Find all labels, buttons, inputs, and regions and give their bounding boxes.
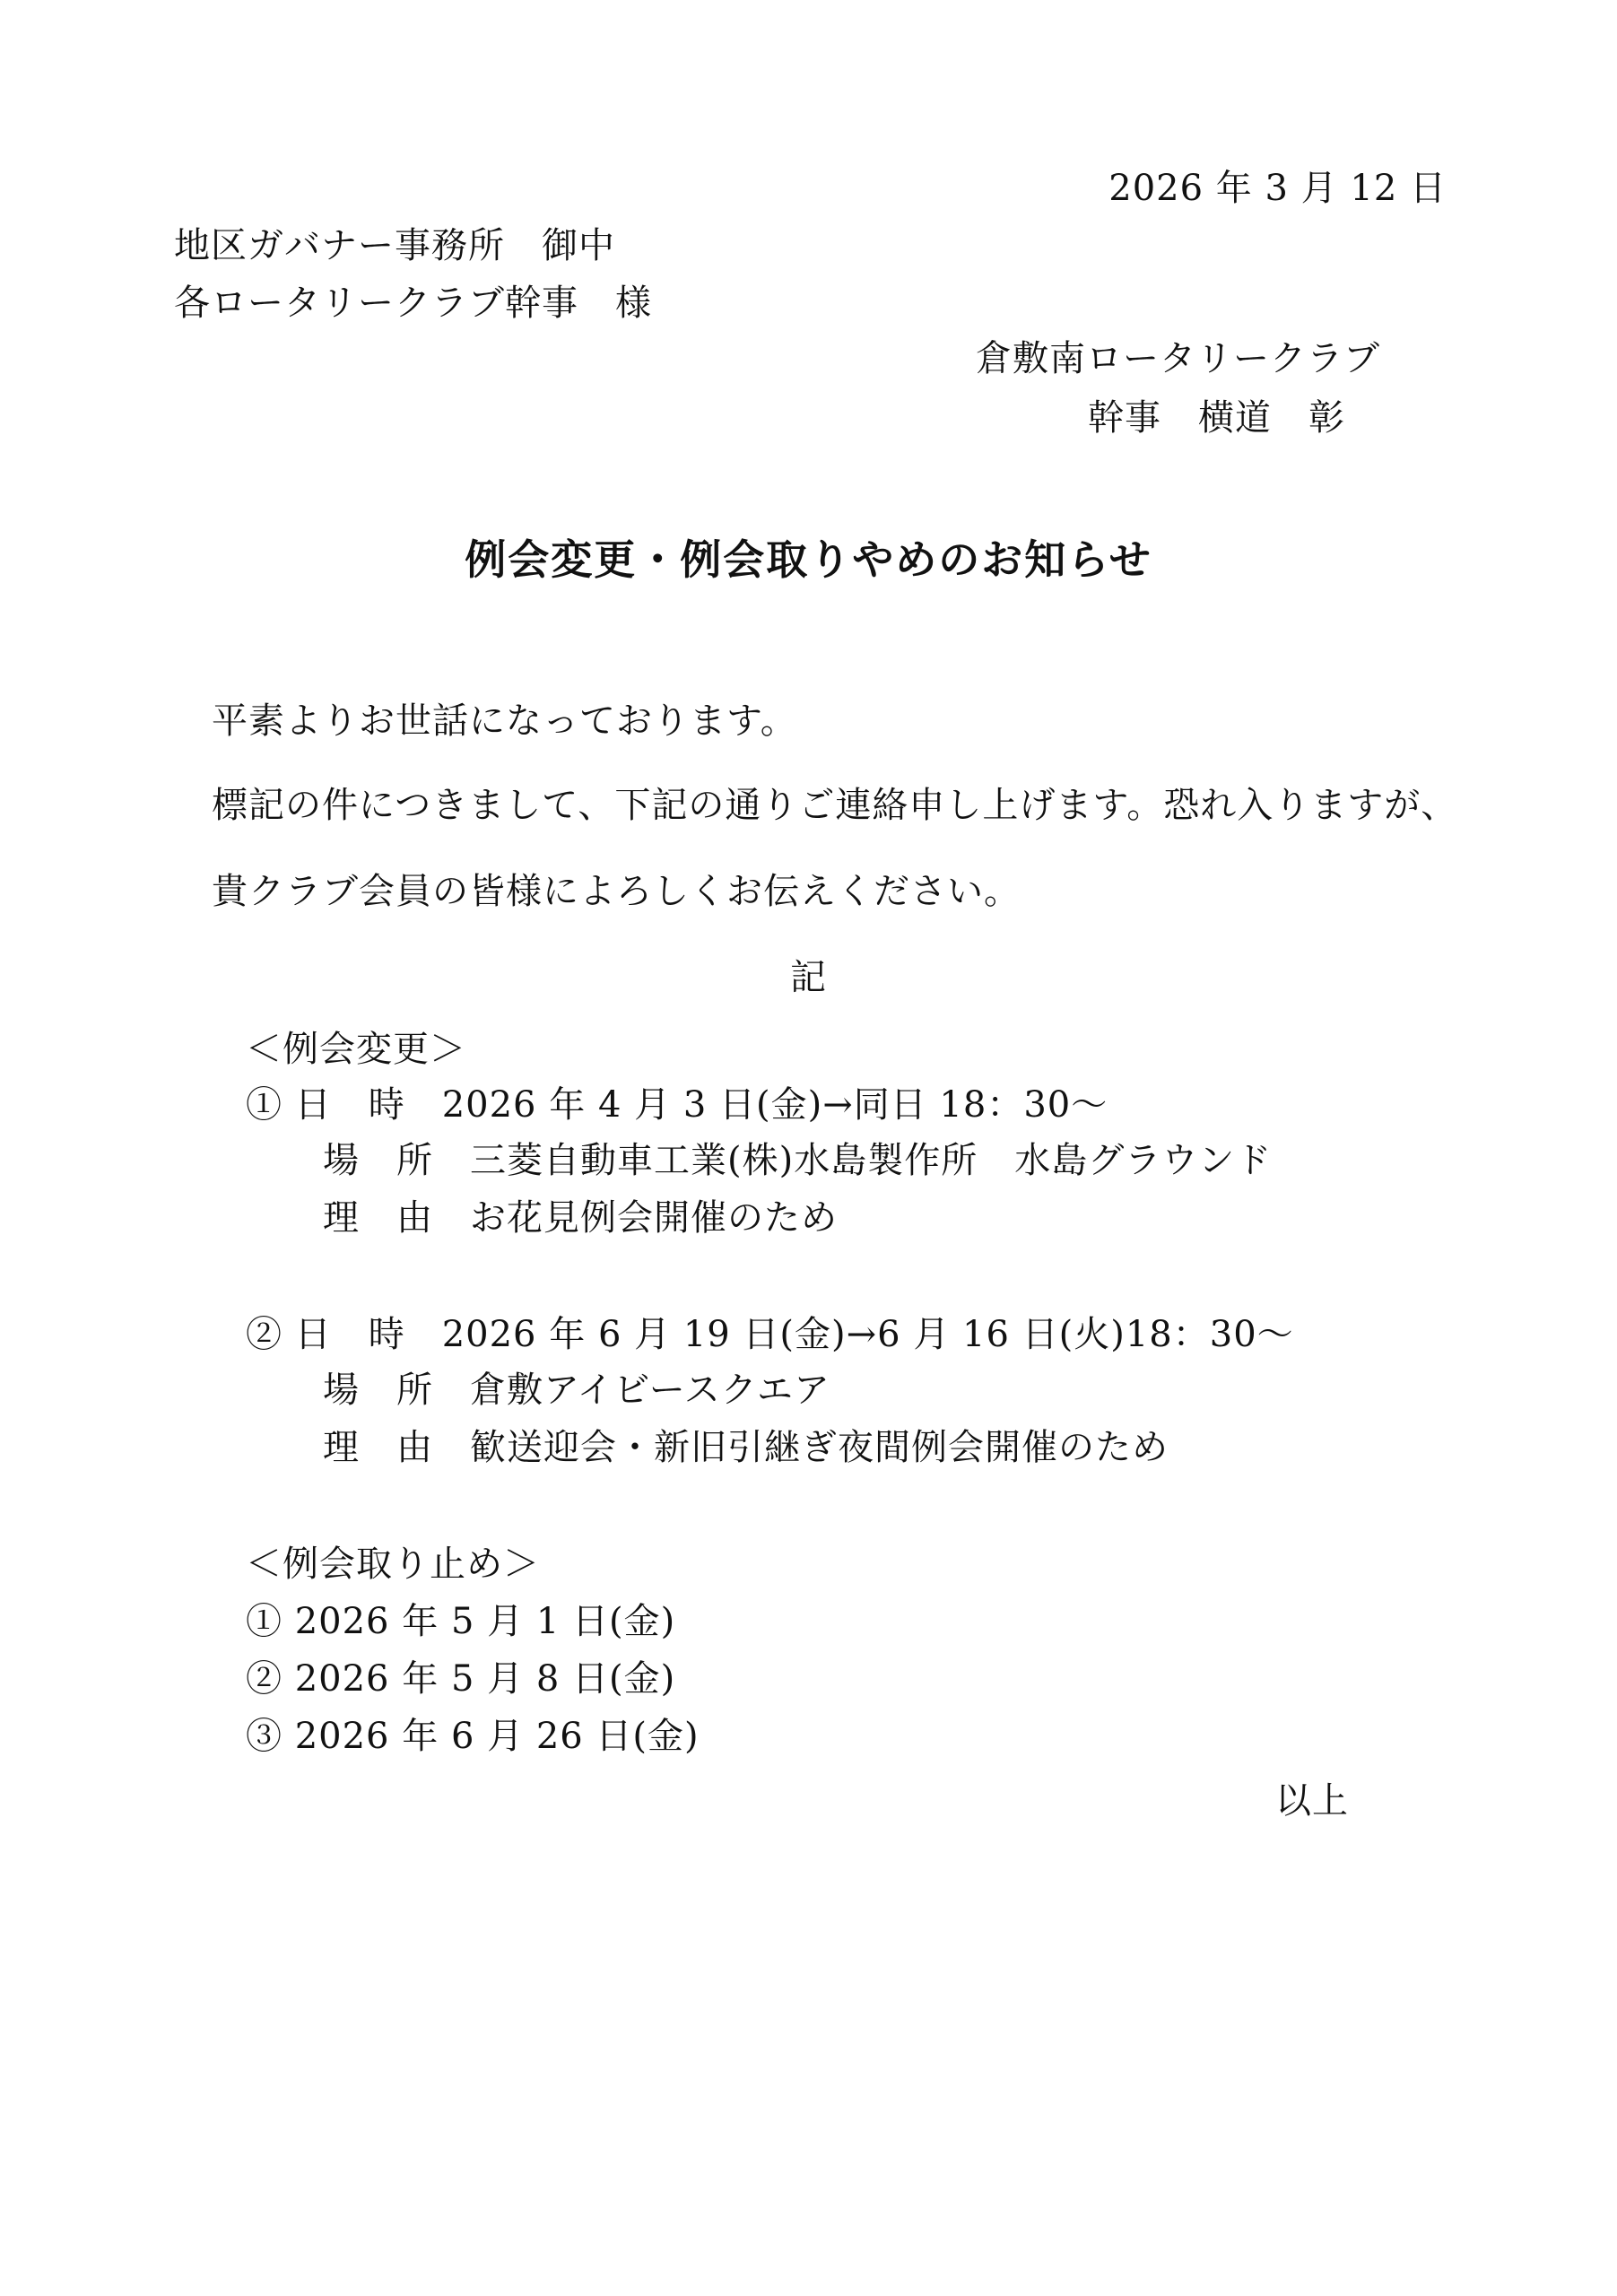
cancellation-item-2: ② 2026 年 5 月 8 日(金) bbox=[246, 1658, 676, 1700]
closing-ijou: 以上 bbox=[1275, 1780, 1349, 1822]
recipient-club-secretaries: 各ロータリークラブ幹事 様 bbox=[174, 283, 652, 324]
body-paragraph-2: 貴クラブ会員の皆様によろしくお伝えください。 bbox=[212, 871, 1021, 912]
change-2-when: ② 日 時 2026 年 6 月 19 日(金)→6 月 16 日(火)18：30～ bbox=[246, 1314, 1294, 1355]
sender-person: 幹事 横道 彰 bbox=[1088, 397, 1345, 439]
sender-organization: 倉敷南ロータリークラブ bbox=[976, 338, 1380, 379]
change-1-where: 場 所 三菱自動車工業(株)水島製作所 水島グラウンド bbox=[323, 1140, 1273, 1181]
ki-heading: 記 bbox=[790, 957, 827, 998]
changes-heading: ＜例会変更＞ bbox=[246, 1029, 466, 1070]
greeting: 平素よりお世話になっております。 bbox=[212, 700, 797, 742]
cancellation-item-3: ③ 2026 年 6 月 26 日(金) bbox=[246, 1716, 700, 1757]
change-1-why: 理 由 お花見例会開催のため bbox=[323, 1197, 838, 1239]
change-1-when: ① 日 時 2026 年 4 月 3 日(金)→同日 18：30～ bbox=[246, 1084, 1108, 1126]
change-2-why: 理 由 歓送迎会・新旧引継ぎ夜間例会開催のため bbox=[323, 1427, 1169, 1468]
page-title: 例会変更・例会取りやめのお知らせ bbox=[465, 535, 1152, 584]
cancellations-heading: ＜例会取り止め＞ bbox=[246, 1544, 540, 1585]
recipient-governor-office: 地区ガバナー事務所 御中 bbox=[174, 225, 615, 266]
document-date: 2026 年 3 月 12 日 bbox=[1108, 168, 1447, 209]
change-2-where: 場 所 倉敷アイビースクエア bbox=[323, 1370, 830, 1411]
body-paragraph-1: 標記の件につきまして、下記の通りご連絡申し上げます。恐れ入りますが、 bbox=[212, 785, 1458, 826]
cancellation-item-1: ① 2026 年 5 月 1 日(金) bbox=[246, 1601, 676, 1642]
